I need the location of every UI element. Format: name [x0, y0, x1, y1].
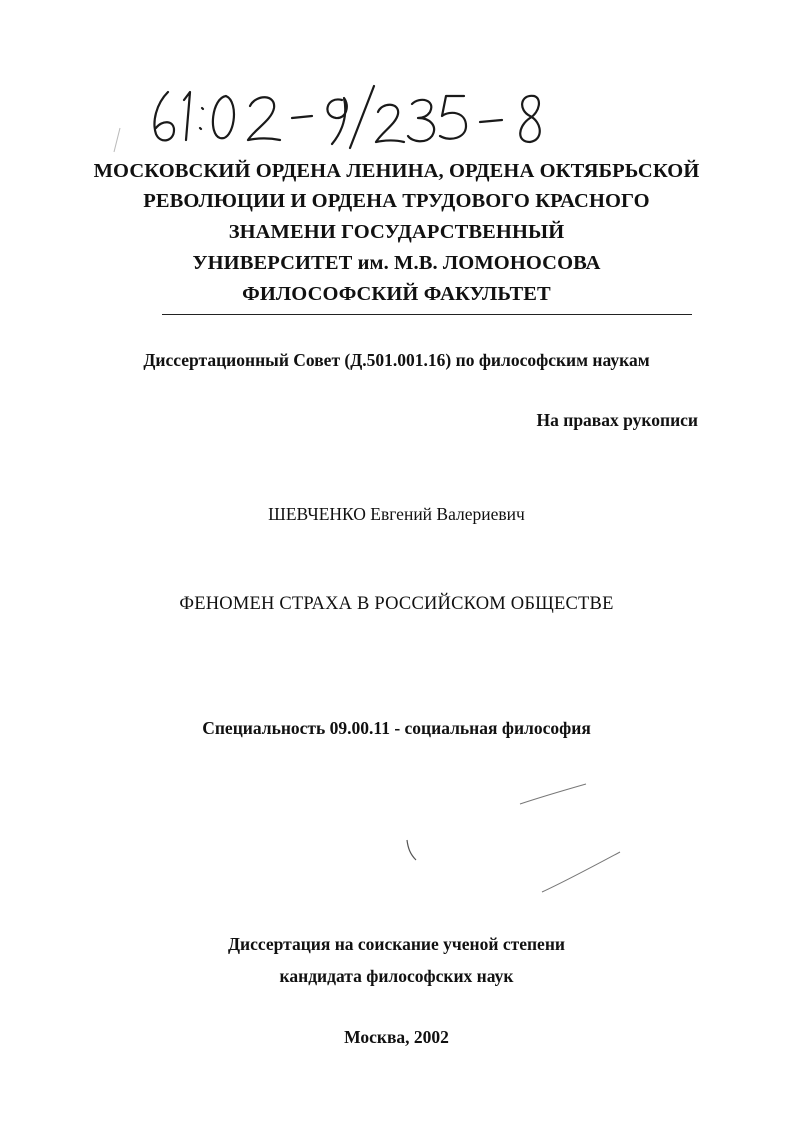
author-line: [0, 504, 793, 525]
author-surname: ШЕВЧЕНКО: [268, 504, 366, 524]
stray-pen-mark: [540, 850, 622, 894]
header-line-3: ЗНАМЕНИ ГОСУДАРСТВЕННЫЙ: [228, 221, 565, 243]
header-line-2: РЕВОЛЮЦИИ И ОРДЕНА ТРУДОВОГО КРАСНОГО: [143, 190, 650, 212]
council-line: Диссертационный Совет (Д.501.001.16) по философским наукам: [143, 350, 650, 370]
header-line-1: МОСКОВСКИЙ ОРДЕНА ЛЕНИНА, ОРДЕНА ОКТЯБРЬСКОЙ: [93, 160, 700, 182]
place-year: Москва, 2002: [344, 1027, 449, 1047]
stray-pen-mark: [404, 838, 418, 862]
dissertation-title: ФЕНОМЕН СТРАХА В РОССИЙСКОМ ОБЩЕСТВЕ: [179, 594, 614, 614]
handwritten-number-drawing: [146, 82, 566, 156]
degree-line-1: Диссертация на соискание ученой степени: [228, 934, 565, 954]
specialty-line: Специальность 09.00.11 - социальная философия: [202, 718, 591, 738]
degree-line-2: кандидата философских наук: [279, 966, 514, 986]
stray-pen-mark: [518, 782, 588, 806]
header-line-4: УНИВЕРСИТЕТ им. М.В. ЛОМОНОСОВА: [192, 252, 601, 274]
stray-pen-mark: [112, 126, 122, 154]
manuscript-note: На правах рукописи: [536, 410, 698, 430]
header-line-5: ФИЛОСОФСКИЙ ФАКУЛЬТЕТ: [242, 283, 551, 305]
header-divider: [162, 314, 692, 315]
handwritten-catalog-number: [146, 82, 566, 156]
author-given-names: Евгений Валериевич: [370, 504, 525, 524]
